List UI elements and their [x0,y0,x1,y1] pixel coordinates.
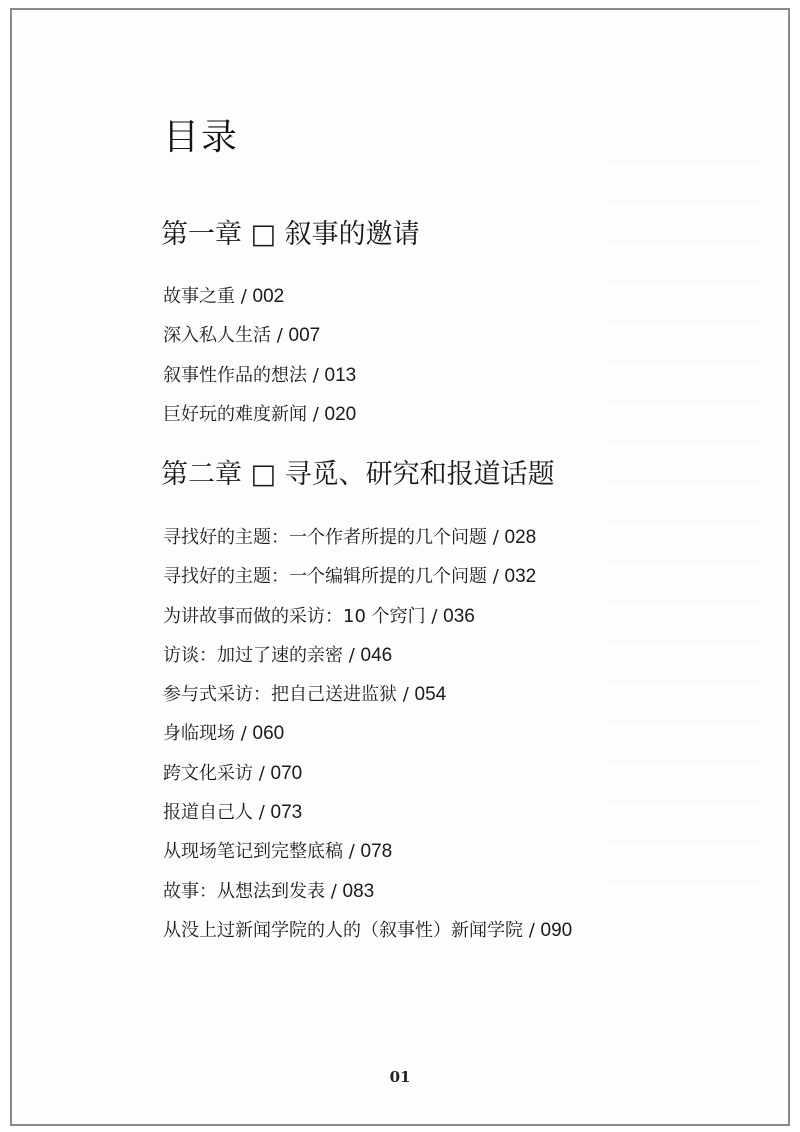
entry-page: 073 [270,802,303,824]
entry-page: 060 [252,723,285,745]
entry-page: 046 [360,644,393,666]
entry-separator: / [523,919,541,941]
entry-separator: / [307,364,325,386]
toc-entry [163,642,572,681]
entry-page: 078 [360,841,393,863]
entry-separator: / [253,802,271,824]
toc-entry [163,524,572,563]
entry-page: 013 [324,364,357,386]
toc-entry [163,603,572,642]
toc-entry [163,401,356,440]
toc-entry [163,563,572,602]
entry-title: 寻找好的主题：一个作者所提的几个问题 [163,527,487,548]
entry-separator: / [343,644,361,666]
entry-separator: / [325,880,343,902]
entry-title: 跨文化采访 [163,762,253,784]
toc-entry [163,878,572,917]
entry-separator: / [397,684,415,706]
entry-page: 070 [270,762,303,784]
entry-title: 为讲故事而做的采访：10 个窍门 [163,605,426,627]
entry-title: 寻找好的主题：一个编辑所提的几个问题 [163,566,487,588]
entry-separator: / [487,527,505,548]
chapter-heading-2: 第二章 □ 寻觅、研究和报道话题 [161,459,555,490]
page-number: 01 [389,1068,411,1086]
entry-separator: / [343,841,361,863]
entry-title: 参与式采访：把自己送进监狱 [163,684,397,706]
entry-separator: / [307,403,325,425]
toc-entry [163,681,572,720]
toc-entry [163,917,572,956]
entry-page: 002 [252,286,285,307]
toc-entry [163,362,356,401]
entry-separator: / [425,605,444,627]
entry-title: 故事之重 [163,286,235,307]
entry-separator: / [235,723,253,745]
entry-page: 007 [288,325,321,347]
entry-separator: / [235,286,253,307]
chapter-heading-1: 第一章 □ 叙事的邀请 [161,219,420,250]
entry-separator: / [487,566,505,588]
entry-separator: / [253,762,271,784]
entry-title: 巨好玩的难度新闻 [163,403,307,425]
toc-entry [163,760,572,799]
entry-page: 020 [324,403,357,425]
toc-entry [163,322,356,361]
entry-title: 叙事性作品的想法 [163,364,307,386]
entry-title: 报道自己人 [163,802,253,824]
toc-entry [163,838,572,877]
entry-page: 054 [414,684,447,706]
entry-page: 090 [540,919,573,941]
entry-page: 032 [504,566,537,588]
toc-entry [163,799,572,838]
entry-separator: / [271,325,289,347]
toc-entry [163,283,356,322]
chapter-2-entries [163,524,572,956]
toc-entry [163,720,572,759]
page-title: 目录 [163,117,240,158]
entry-title: 从现场笔记到完整底稿 [163,841,343,863]
entry-title: 访谈：加过了速的亲密 [163,644,343,666]
entry-title: 故事：从想法到发表 [163,880,325,902]
entry-title: 从没上过新闻学院的人的（叙事性）新闻学院 [163,919,523,941]
entry-page: 083 [342,880,375,902]
entry-title: 身临现场 [163,723,235,745]
entry-title: 深入私人生活 [163,325,271,347]
chapter-1-entries [163,283,356,440]
entry-page: 036 [443,605,475,627]
entry-page: 028 [504,527,537,548]
